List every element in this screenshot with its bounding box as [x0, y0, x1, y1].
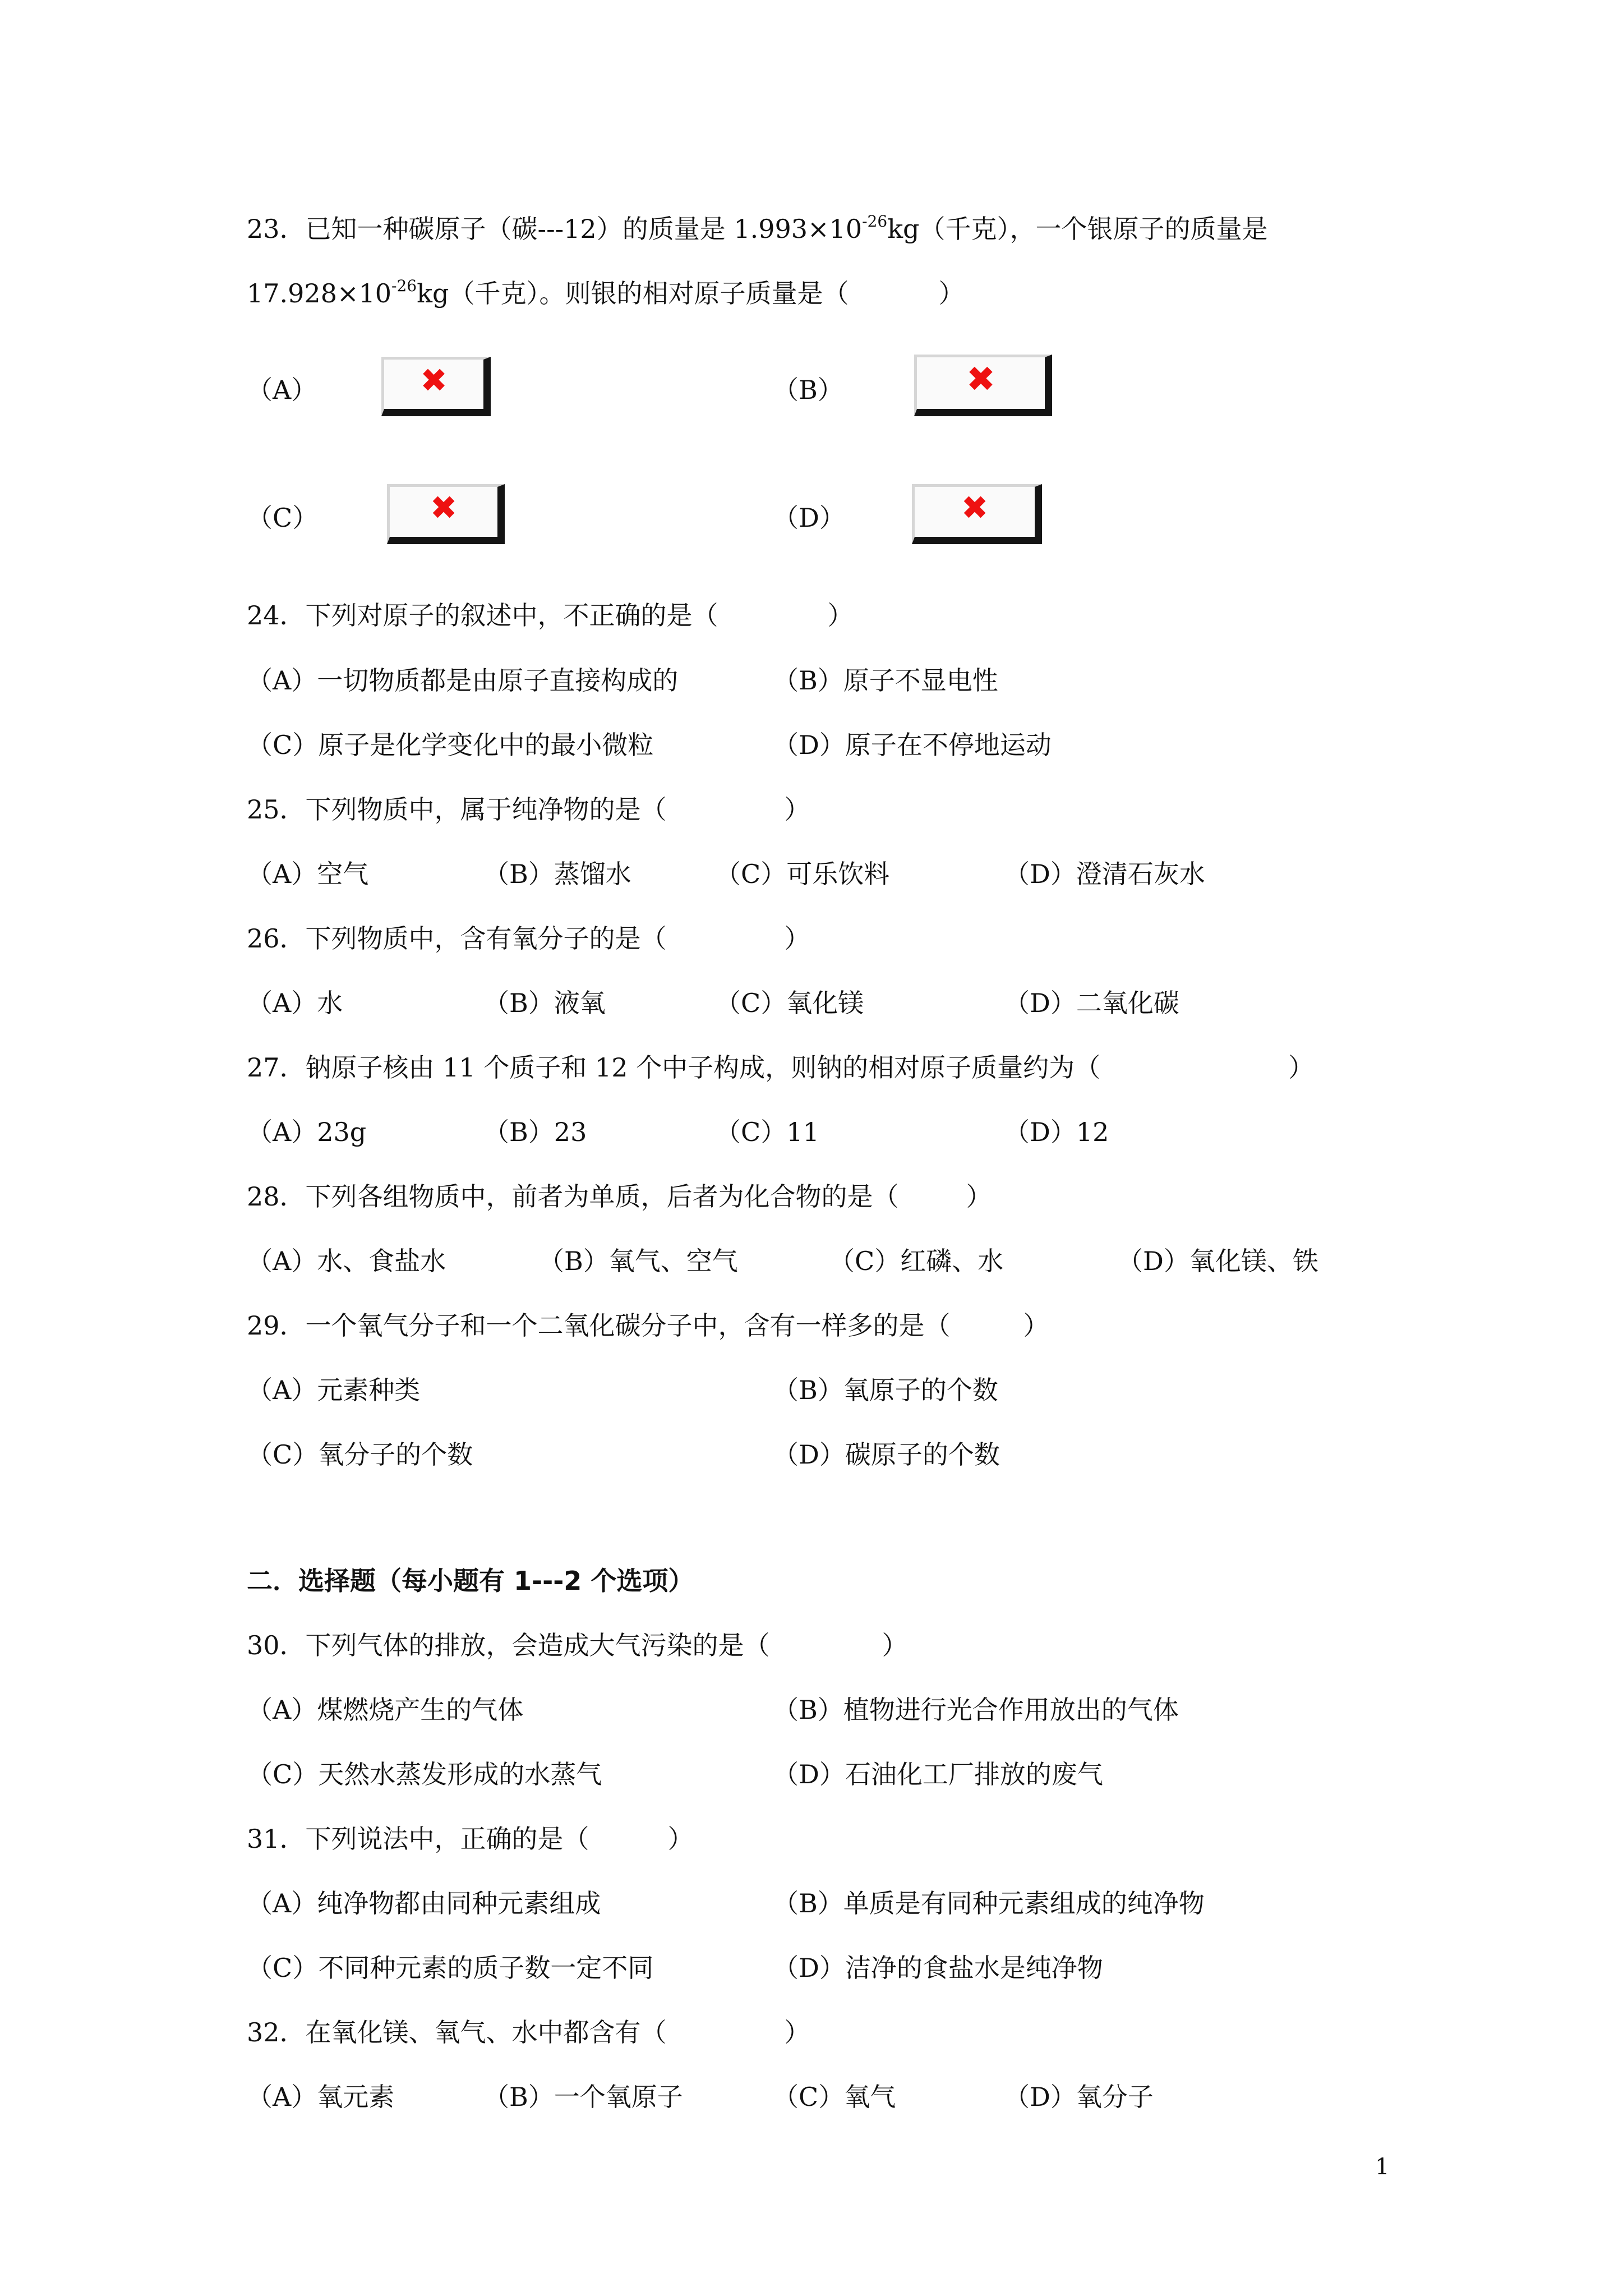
q31-option-b: （B）单质是有同种元素组成的纯净物	[773, 1888, 1205, 1918]
q27-option-a: （A）23g	[247, 1117, 367, 1147]
q26-option-b: （B）液氧	[483, 988, 606, 1018]
q30-option-b: （B）植物进行光合作用放出的气体	[773, 1695, 1179, 1725]
q27-option-c: （C）11	[715, 1117, 819, 1147]
q27-stem: 27．钠原子核由 11 个质子和 12 个中子构成，则钠的相对原子质量约为（ ）	[247, 1052, 1315, 1083]
q32-option-a: （A）氧元素	[247, 2082, 395, 2112]
q25-stem: 25．下列物质中，属于纯净物的是（ ）	[247, 794, 810, 825]
q26-option-c: （C）氧化镁	[715, 988, 864, 1018]
q31-option-d: （D）洁净的食盐水是纯净物	[773, 1953, 1103, 1983]
q23-option-a-label: （A）	[247, 375, 317, 405]
q28-option-c: （C）红磷、水	[829, 1246, 1004, 1276]
q31-option-a: （A）纯净物都由同种元素组成	[247, 1888, 601, 1918]
q23-option-d-label: （D）	[773, 503, 845, 533]
q23-stem-line2: $17.928\times 10^{-26}kg$（千克）。则银的相对原子质量是（ ）	[247, 277, 965, 309]
q25-option-c: （C）可乐饮料	[715, 859, 890, 889]
q31-stem: 31．下列说法中，正确的是（ ）	[247, 1824, 694, 1854]
q23-option-c-label: （C）	[247, 503, 319, 533]
q30-option-a: （A）煤燃烧产生的气体	[247, 1695, 524, 1725]
q32-option-c: （C）氧气	[773, 2082, 896, 2112]
q26-option-a: （A）水	[247, 988, 343, 1018]
q23-stem-line1: 23．已知一种碳原子（碳---12）的质量是 $1.993\times 10^{-26}kg$（千克），一个银原子的质量是	[247, 212, 1268, 244]
q24-option-b: （B）原子不显电性	[773, 665, 998, 696]
q24-option-a: （A）一切物质都是由原子直接构成的	[247, 665, 679, 696]
q29-stem: 29．一个氧气分子和一个二氧化碳分子中，含有一样多的是（ ）	[247, 1310, 1049, 1341]
q26-stem: 26．下列物质中，含有氧分子的是（ ）	[247, 923, 810, 954]
q32-stem: 32．在氧化镁、氧气、水中都含有（ ）	[247, 2017, 810, 2047]
broken-image-icon: ✖	[914, 355, 1052, 416]
q28-option-a: （A）水、食盐水	[247, 1246, 446, 1276]
q30-stem: 30．下列气体的排放，会造成大气污染的是（ ）	[247, 1630, 908, 1660]
q29-option-d: （D）碳原子的个数	[773, 1439, 1000, 1470]
q24-option-d: （D）原子在不停地运动	[773, 730, 1052, 760]
q28-option-d: （D）氧化镁、铁	[1117, 1246, 1318, 1276]
q24-stem: 24．下列对原子的叙述中，不正确的是（ ）	[247, 600, 854, 631]
broken-image-icon: ✖	[912, 484, 1042, 544]
q25-option-a: （A）空气	[247, 859, 369, 889]
section-heading: 二．选择题（每小题有 1---2 个选项）	[247, 1566, 694, 1596]
q27-option-d: （D）12	[1004, 1117, 1109, 1147]
q29-option-b: （B）氧原子的个数	[773, 1375, 998, 1405]
q28-option-b: （B）氧气、空气	[538, 1246, 738, 1276]
q30-option-d: （D）石油化工厂排放的废气	[773, 1759, 1103, 1789]
q25-option-b: （B）蒸馏水	[483, 859, 631, 889]
q32-option-b: （B）一个氧原子	[483, 2082, 683, 2112]
q29-option-a: （A）元素种类	[247, 1375, 421, 1405]
q27-option-b: （B）23	[483, 1117, 587, 1147]
broken-image-icon: ✖	[387, 484, 505, 544]
q23-option-b-label: （B）	[773, 375, 843, 405]
page-number: 1	[1375, 2154, 1390, 2180]
q29-option-c: （C）氧分子的个数	[247, 1439, 473, 1470]
q30-option-c: （C）天然水蒸发形成的水蒸气	[247, 1759, 602, 1789]
q25-option-d: （D）澄清石灰水	[1004, 859, 1205, 889]
q28-stem: 28．下列各组物质中，前者为单质，后者为化合物的是（ ）	[247, 1181, 992, 1212]
q24-option-c: （C）原子是化学变化中的最小微粒	[247, 730, 654, 760]
q32-option-d: （D）氧分子	[1004, 2082, 1154, 2112]
q31-option-c: （C）不同种元素的质子数一定不同	[247, 1953, 654, 1983]
broken-image-icon: ✖	[381, 357, 491, 416]
q26-option-d: （D）二氧化碳	[1004, 988, 1179, 1018]
